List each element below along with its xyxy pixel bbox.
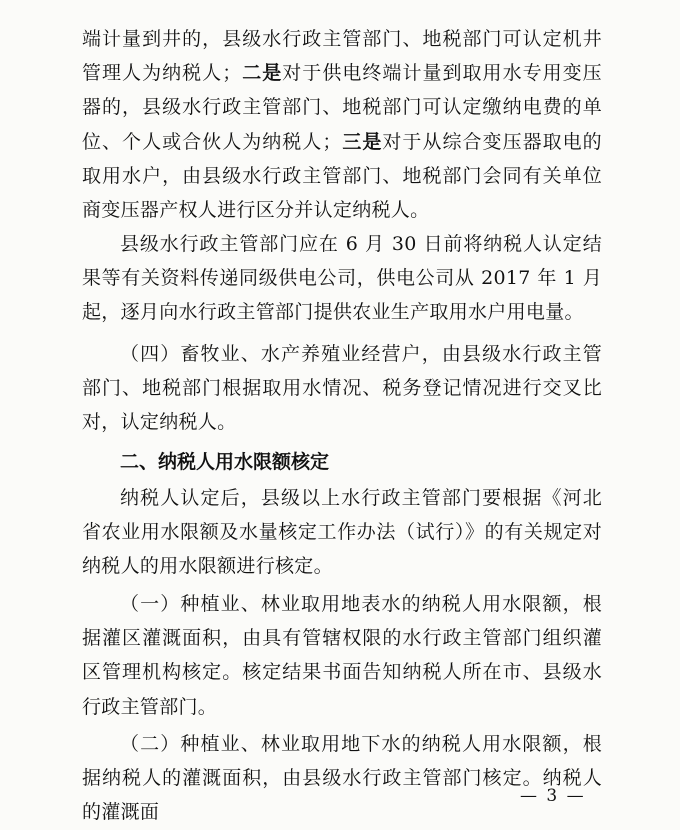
paragraph-quota-intro: 纳税人认定后，县级以上水行政主管部门要根据《河北省农业用水限额及水量核定工作办法（试行）》的有关规定对纳税人的用水限额进行核定。 [82, 487, 602, 578]
paragraph-livestock-aquaculture: （四）畜牧业、水产养殖业经营户，由县级水行政主管部门、地税部门根据取用水情况、税务登记情况进行交叉比对，认定纳税人。 [82, 343, 602, 434]
text-segment: 对于从综合变压器取电的取用水户，由县级水行政主管部门、地税部门会同有关单位商变压器产权人进行区分并认定纳税人。 [82, 130, 602, 222]
page-number: — 3 — [520, 786, 586, 806]
text-segment: 对于供电终端计量到取用水专用变压器的，县级水行政主管部门、地税部门可认定缴纳电费的单位、个人或合伙人为纳税人； [82, 62, 602, 153]
paragraph-taxpayer-identification-cont [82, 22, 602, 227]
paragraph-groundwater-quota: （二）种植业、林业取用地下水的纳税人用水限额，根据纳税人的灌溉面积，由县级水行政主管部门核定。纳税人的灌溉面 [82, 733, 602, 824]
paragraph-surface-water-quota: （一）种植业、林业取用地表水的纳税人用水限额，根据灌区灌溉面积，由具有管辖权限的水行政主管部门组织灌区管理机构核定。核定结果书面告知纳税人所在市、县级水行政主管部门。 [82, 593, 602, 718]
paragraph-data-transfer: 县级水行政主管部门应在 6 月 30 日前将纳税人认定结果等有关资料传递同级供电公司，供电公司从 2017 年 1 月起，逐月向水行政主管部门提供农业生产取用水户用电量。 [82, 233, 602, 324]
bold-marker-second: 二是 [241, 62, 283, 85]
text-segment: 端计量到井的，县级水行政主管部门、地税部门可认定机井管理人为纳税人； [82, 28, 602, 85]
section-heading: 二、纳税人用水限额核定 [120, 451, 330, 473]
bold-marker-third: 三是 [341, 130, 383, 153]
